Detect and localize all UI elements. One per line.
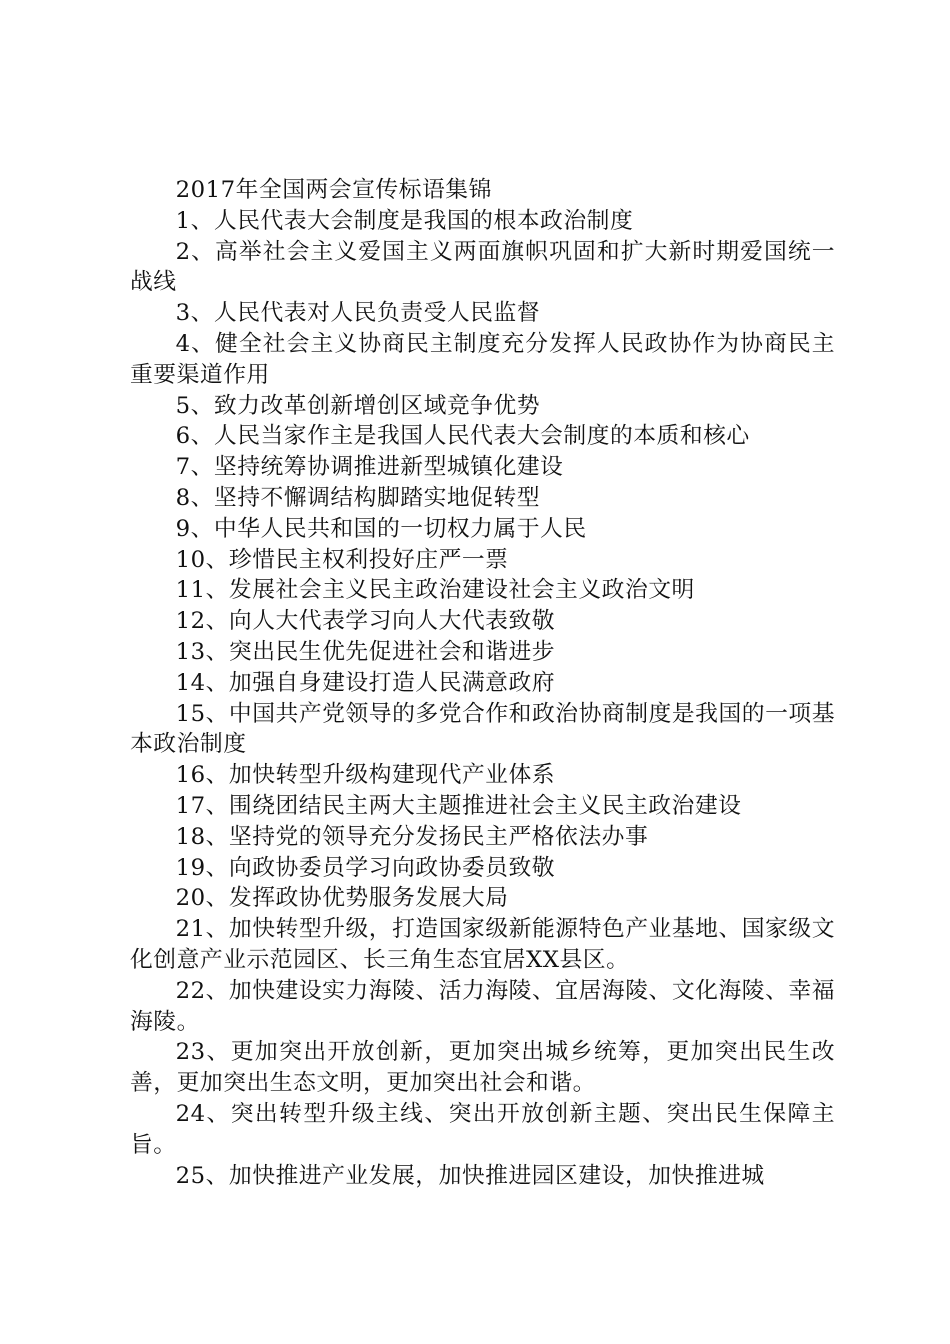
slogan-item: 8、坚持不懈调结构脚踏实地促转型: [175, 484, 541, 511]
slogan-item: 9、中华人民共和国的一切权力属于人民: [175, 515, 587, 542]
slogan-item: 15、中国共产党领导的多党合作和政治协商制度是我国的一项基本政治制度: [130, 700, 835, 758]
slogan-item: 4、健全社会主义协商民主制度充分发挥人民政协作为协商民主重要渠道作用: [130, 330, 835, 388]
document-body: [130, 175, 835, 1191]
slogan-item: 13、突出民生优先促进社会和谐进步: [175, 638, 556, 665]
slogan-item: 22、加快建设实力海陵、活力海陵、宜居海陵、文化海陵、幸福海陵。: [130, 977, 835, 1035]
slogan-item: 7、坚持统筹协调推进新型城镇化建设: [175, 454, 564, 481]
slogan-item: 20、发挥政协优势服务发展大局: [175, 885, 509, 912]
slogan-item: 6、人民当家作主是我国人民代表大会制度的本质和核心: [175, 423, 750, 450]
slogan-item: 24、突出转型升级主线、突出开放创新主题、突出民生保障主旨。: [130, 1100, 835, 1158]
slogan-item: 23、更加突出开放创新，更加突出城乡统筹，更加突出民生改善，更加突出生态文明，更加突出社会和谐。: [130, 1039, 835, 1097]
slogan-item: 19、向政协委员学习向政协委员致敬: [175, 854, 556, 881]
slogan-item: 5、致力改革创新增创区域竞争优势: [175, 392, 541, 419]
slogan-item: 16、加快转型升级构建现代产业体系: [175, 762, 556, 789]
slogan-item: 2、高举社会主义爱国主义两面旗帜巩固和扩大新时期爱国统一战线: [130, 238, 835, 296]
slogan-item: 14、加强自身建设打造人民满意政府: [175, 669, 556, 696]
slogan-item: 12、向人大代表学习向人大代表致敬: [175, 608, 556, 635]
slogan-item: 18、坚持党的领导充分发扬民主严格依法办事: [175, 823, 649, 850]
slogan-item: 1、人民代表大会制度是我国的根本政治制度: [175, 207, 634, 234]
slogan-item: 25、加快推进产业发展，加快推进园区建设，加快推进城: [175, 1162, 765, 1189]
slogan-item: 10、珍惜民主权利投好庄严一票: [175, 546, 509, 573]
slogan-item: 3、人民代表对人民负责受人民监督: [175, 300, 541, 327]
slogan-item: 21、加快转型升级，打造国家级新能源特色产业基地、国家级文化创意产业示范园区、长三角生态宜居XX县区。: [130, 916, 835, 973]
document-title: 2017年全国两会宣传标语集锦: [175, 177, 492, 203]
slogan-item: 17、围绕团结民主两大主题推进社会主义民主政治建设: [175, 792, 742, 819]
slogan-item: 11、发展社会主义民主政治建设社会主义政治文明: [175, 577, 695, 604]
